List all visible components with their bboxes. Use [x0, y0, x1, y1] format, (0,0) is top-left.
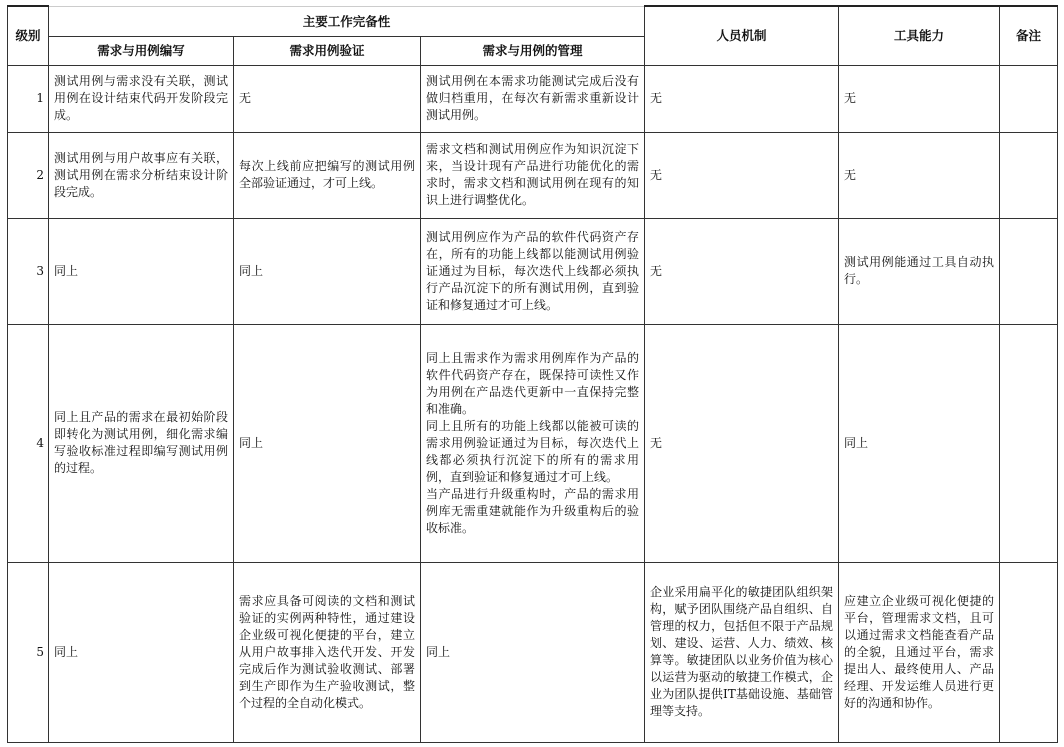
- personnel-cell: 无: [645, 132, 839, 218]
- management-paragraph: 同上且需求作为需求用例库作为产品的软件代码资产存在，既保持可读性又作为用例在产品迭代更新中一直保持完整和准确。: [426, 350, 640, 416]
- tools-cell: 应建立企业级可视化便捷的平台，管理需求文档，且可以通过需求文档能查看产品的全貌，且通过平台，需求提出人、最终使用人、产品经理、开发运维人员进行更好的沟通和协作。: [839, 562, 1000, 742]
- management-cell: 需求文档和测试用例应作为知识沉淀下来，当设计现有产品进行功能优化的需求时，需求文档和测试用例在现有的知识上进行调整优化。: [421, 132, 645, 218]
- table-row: [8, 218, 1058, 324]
- table-row: [8, 324, 1058, 562]
- writing-cell: 测试用例与需求没有关联，测试用例在设计结束代码开发阶段完成。: [49, 65, 234, 132]
- management-paragraph: 同上且所有的功能上线都以能被可读的需求用例验证通过为目标，每次迭代上线都必须执行沉淀下的所有的需求用例，直到验证和修复通过才可上线。: [426, 418, 640, 484]
- verification-cell: 每次上线前应把编写的测试用例全部验证通过，才可上线。: [234, 132, 421, 218]
- level-cell: 5: [8, 562, 49, 742]
- verification-cell: 同上: [234, 324, 421, 562]
- writing-cell: 测试用例与用户故事应有关联，测试用例在需求分析结束设计阶段完成。: [49, 132, 234, 218]
- notes-cell: [1000, 65, 1058, 132]
- tools-cell: 测试用例能通过工具自动执行。: [839, 218, 1000, 324]
- writing-cell: 同上: [49, 562, 234, 742]
- personnel-cell: 企业采用扁平化的敏捷团队组织架构，赋予团队围绕产品自组织、自管理的权力，包括但不限于产品规划、建设、运营、人力、绩效、核算等。敏捷团队以业务价值为核心以运营为驱动的敏捷工作模式，企业为团队提供IT基础设施、基础管理等支持。: [645, 562, 839, 742]
- personnel-cell: 无: [645, 324, 839, 562]
- header-level: 级别: [8, 6, 49, 65]
- level-cell: 2: [8, 132, 49, 218]
- maturity-table: [7, 5, 1058, 743]
- header-writing: 需求与用例编写: [49, 36, 234, 65]
- tools-cell: 无: [839, 132, 1000, 218]
- table-row: [8, 65, 1058, 132]
- tools-cell: 同上: [839, 324, 1000, 562]
- personnel-cell: 无: [645, 218, 839, 324]
- header-personnel: 人员机制: [645, 6, 839, 65]
- management-cell: 测试用例应作为产品的软件代码资产存在，所有的功能上线都以能测试用例验证通过为目标，每次迭代上线都必须执行产品沉淀下的所有测试用例，直到验证和修复通过才可上线。: [421, 218, 645, 324]
- table-row: [8, 562, 1058, 742]
- header-notes: 备注: [1000, 6, 1058, 65]
- level-cell: 4: [8, 324, 49, 562]
- verification-cell: 需求应具备可阅读的文档和测试验证的实例两种特性，通过建设企业级可视化便捷的平台，建立从用户故事排入迭代开发、开发完成后作为测试验收测试、部署到生产即作为生产验收测试，整个过程的全自动化模式。: [234, 562, 421, 742]
- verification-cell: 无: [234, 65, 421, 132]
- writing-cell: 同上: [49, 218, 234, 324]
- verification-cell: 同上: [234, 218, 421, 324]
- personnel-cell: 无: [645, 65, 839, 132]
- writing-cell: 同上且产品的需求在最初始阶段即转化为测试用例，细化需求编写验收标准过程即编写测试用例的过程。: [49, 324, 234, 562]
- level-cell: 1: [8, 65, 49, 132]
- header-tools: 工具能力: [839, 6, 1000, 65]
- notes-cell: [1000, 324, 1058, 562]
- notes-cell: [1000, 132, 1058, 218]
- notes-cell: [1000, 562, 1058, 742]
- tools-cell: 无: [839, 65, 1000, 132]
- management-cell: 同上: [421, 562, 645, 742]
- level-cell: 3: [8, 218, 49, 324]
- notes-cell: [1000, 218, 1058, 324]
- header-verification: 需求用例验证: [234, 36, 421, 65]
- management-cell: 测试用例在本需求功能测试完成后没有做归档重用，在每次有新需求重新设计测试用例。: [421, 65, 645, 132]
- table-row: [8, 132, 1058, 218]
- management-cell: [421, 324, 645, 562]
- header-management: 需求与用例的管理: [421, 36, 645, 65]
- management-paragraph: 当产品进行升级重构时，产品的需求用例库无需重建就能作为升级重构后的验收标准。: [426, 486, 640, 535]
- header-main-group: 主要工作完备性: [49, 6, 645, 36]
